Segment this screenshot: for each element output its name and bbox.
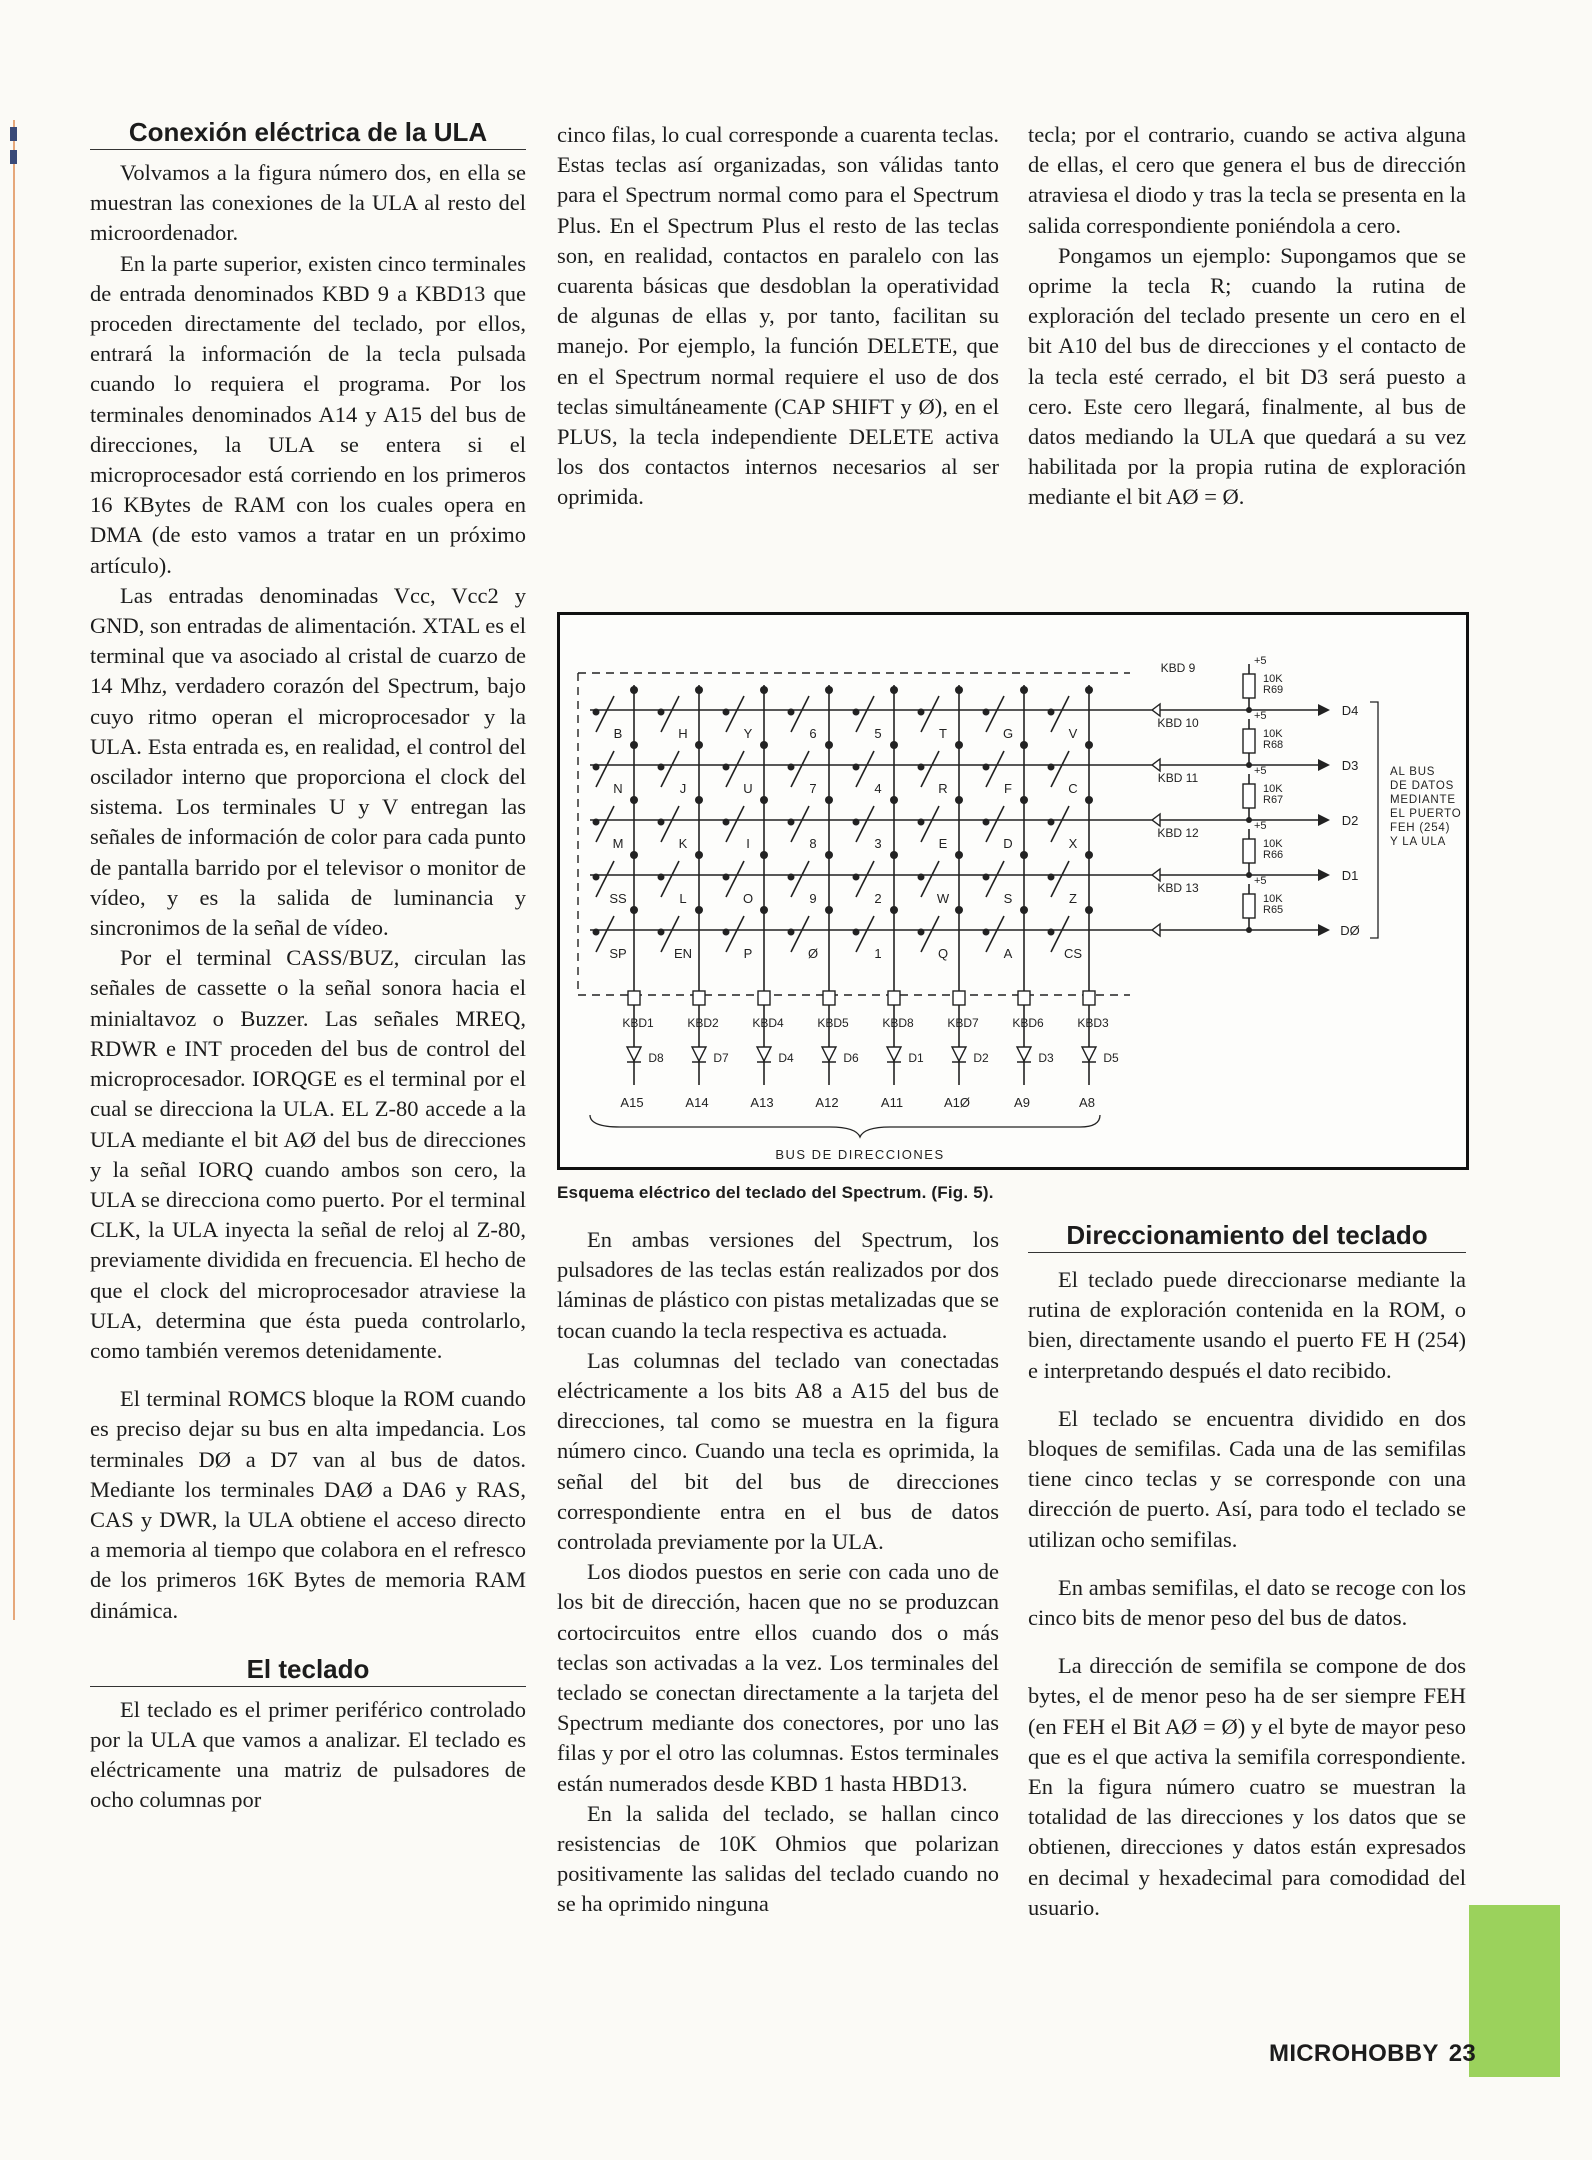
key-contact-dot — [1048, 764, 1055, 771]
key-contact-dot — [853, 764, 860, 771]
key-contact-dot — [695, 686, 703, 694]
key-contact-dot — [695, 906, 703, 914]
key-label: Y — [743, 726, 753, 741]
column-connector-label: KBD7 — [947, 1016, 979, 1030]
key-contact-dot — [630, 851, 638, 859]
junction-dot — [1246, 707, 1252, 713]
key-contact-dot — [955, 851, 963, 859]
pullup-resistor — [1243, 729, 1255, 753]
key-label: SS — [609, 891, 627, 906]
key-contact-dot — [955, 686, 963, 694]
key-label: 7 — [809, 781, 817, 796]
key-contact-dot — [890, 796, 898, 804]
key-contact-dot — [658, 819, 665, 826]
output-arrow — [1318, 704, 1330, 716]
key-contact-dot — [658, 874, 665, 881]
data-output-label: D4 — [1341, 703, 1359, 718]
key-contact-dot — [983, 709, 990, 716]
key-contact-dot — [593, 929, 600, 936]
paragraph: Las entradas denominadas Vcc, Vcc2 y GND, son entradas de alimentación. XTAL es el terminal que va asociado al cristal de cuarzo de 14 Mhz, verdadero corazón del Spectrum, bajo cuyo ritmo operan el microprocesador y la ULA. Esta entrada es, en realidad, el control del oscilador interno que proporciona el clock del sistema. Los terminales U y V entregan las señales de información de color para cada punto de pantalla barrido por el televisor o monitor de vídeo, y es la salida de luminancia y sincronimos de la señal de vídeo. — [90, 582, 526, 941]
column-2-bottom — [557, 1225, 999, 1920]
row-connector-label: KBD 11 — [1157, 771, 1199, 785]
key-contact-dot — [788, 819, 795, 826]
column-1 — [90, 115, 526, 1816]
resistor-label: R69 — [1263, 684, 1284, 696]
key-contact-dot — [593, 874, 600, 881]
diode-symbol — [757, 1047, 771, 1062]
column-3-bottom — [1028, 1265, 1466, 1923]
key-contact-dot — [723, 764, 730, 771]
data-output-label: D2 — [1341, 813, 1359, 828]
key-contact-dot — [695, 851, 703, 859]
green-page-tab — [1469, 1905, 1560, 2077]
key-label: 3 — [874, 836, 882, 851]
key-contact-dot — [825, 686, 833, 694]
key-contact-dot — [788, 764, 795, 771]
key-label: T — [939, 726, 947, 741]
key-contact-dot — [593, 764, 600, 771]
paragraph: La dirección de semifila se compone de dos bytes, el de menor peso ha de ser siempre FEH (en FEH el Bit AØ = Ø) y el byte de mayor peso que es el que activa la semifila correspondiente. En la figura número cuatro se muestran la totalidad de las direcciones y los datos que se obtienen, direcciones y datos están expresados en decimal y hexadecimal para comodidad del usuario. — [1028, 1653, 1466, 1920]
key-contact-dot — [1020, 741, 1028, 749]
key-label: N — [613, 781, 623, 796]
key-contact-dot — [918, 764, 925, 771]
paragraph: En ambas versiones del Spectrum, los pulsadores de las teclas están realizados por dos láminas de plástico con pistas metalizadas que se tocan cuando la tecla respectiva es actuada. — [557, 1227, 999, 1343]
row-connector-label: KBD 10 — [1157, 716, 1199, 730]
page-number: 23 — [1448, 2040, 1476, 2067]
key-contact-dot — [1048, 709, 1055, 716]
key-contact-dot — [1048, 929, 1055, 936]
junction-dot — [1246, 762, 1252, 768]
key-label: P — [743, 946, 753, 961]
magazine-name: MICROHOBBY — [1269, 2040, 1439, 2067]
supply-label: +5 — [1254, 820, 1267, 832]
junction-dot — [1246, 817, 1252, 823]
resistor-value: 10K — [1263, 893, 1283, 905]
key-contact-dot — [853, 819, 860, 826]
pullup-resistor — [1243, 839, 1255, 863]
key-contact-dot — [825, 796, 833, 804]
key-label: R — [938, 781, 948, 796]
paragraph: Volvamos a la figura número dos, en ella se muestran las conexiones de la ULA al resto del microordenador. — [90, 160, 526, 246]
key-contact-dot — [630, 796, 638, 804]
key-contact-dot — [1048, 819, 1055, 826]
row-connector — [1138, 869, 1160, 881]
key-contact-dot — [853, 929, 860, 936]
keyboard-schematic-figure — [557, 612, 1469, 1170]
row-connector — [1138, 924, 1160, 936]
key-label: 6 — [809, 726, 817, 741]
key-contact-dot — [630, 741, 638, 749]
key-contact-dot — [630, 906, 638, 914]
address-bit-label: A13 — [750, 1095, 774, 1110]
row-connector — [1138, 704, 1160, 716]
key-contact-dot — [983, 764, 990, 771]
key-contact-dot — [890, 851, 898, 859]
output-arrow — [1318, 869, 1330, 881]
paragraph: Pongamos un ejemplo: Supongamos que se oprime la tecla R; cuando la rutina de exploración del teclado presente un cero en el bit A10 del bus de direcciones y el contacto de la tecla esté cerrado, el bit D3 será puesto a cero. Este cero llegará, finalmente, al bus de datos mediando la ULA que quedará a su vez habilitada por la propia rutina de exploración mediante el bit AØ = Ø. — [1028, 242, 1466, 510]
key-contact-dot — [658, 929, 665, 936]
row-connector-label: KBD 9 — [1160, 661, 1196, 675]
key-label: Z — [1069, 891, 1077, 906]
row-connector — [1138, 814, 1160, 826]
row-connector — [1138, 759, 1160, 771]
key-contact-dot — [1048, 874, 1055, 881]
key-label: E — [938, 836, 948, 851]
resistor-label: R67 — [1263, 794, 1284, 806]
key-contact-dot — [760, 686, 768, 694]
key-contact-dot — [853, 709, 860, 716]
key-contact-dot — [658, 709, 665, 716]
key-label: F — [1004, 781, 1012, 796]
key-label: K — [678, 836, 688, 851]
key-contact-dot — [890, 686, 898, 694]
page-edge-line — [13, 120, 15, 1620]
key-contact-dot — [825, 906, 833, 914]
key-contact-dot — [788, 709, 795, 716]
key-contact-dot — [695, 796, 703, 804]
address-bit-label: A1Ø — [943, 1095, 971, 1110]
key-label: O — [742, 891, 754, 906]
address-bit-label: A15 — [620, 1095, 644, 1110]
key-contact-dot — [1020, 851, 1028, 859]
bus-label: BUS DE DIRECCIONES — [775, 1147, 945, 1162]
supply-label: +5 — [1254, 710, 1267, 722]
key-contact-dot — [723, 819, 730, 826]
diode-symbol — [1082, 1047, 1096, 1062]
resistor-value: 10K — [1263, 673, 1283, 685]
junction-dot — [1246, 872, 1252, 878]
supply-label: +5 — [1254, 875, 1267, 887]
key-contact-dot — [918, 819, 925, 826]
diode-label: D2 — [973, 1051, 989, 1065]
key-label: 8 — [809, 836, 817, 851]
key-label: SP — [609, 946, 627, 961]
column-connector-label: KBD4 — [752, 1016, 784, 1030]
key-contact-dot — [918, 929, 925, 936]
paragraph: En la salida del teclado, se hallan cinco resistencias de 10K Ohmios que polarizan positivamente las salidas del teclado cuando no se ha oprimido ninguna — [557, 1800, 999, 1917]
key-label: Q — [937, 946, 949, 961]
diode-symbol — [952, 1047, 966, 1062]
key-contact-dot — [1085, 741, 1093, 749]
output-arrow — [1318, 814, 1330, 826]
key-label: W — [936, 891, 950, 906]
page-edge-mark — [10, 127, 17, 141]
key-contact-dot — [853, 874, 860, 881]
key-contact-dot — [890, 906, 898, 914]
paragraph: tecla; por el contrario, cuando se activa alguna de ellas, el cero que genera el bus de dirección atraviesa el diodo y tras la tecla se presenta en la salida correspondiente poniéndola a cero. — [1028, 122, 1466, 238]
key-label: EN — [673, 946, 693, 961]
data-output-label: DØ — [1340, 923, 1360, 938]
address-bit-label: A9 — [1014, 1095, 1030, 1110]
key-contact-dot — [983, 819, 990, 826]
key-contact-dot — [1085, 796, 1093, 804]
key-contact-dot — [788, 874, 795, 881]
key-contact-dot — [825, 851, 833, 859]
key-label: G — [1002, 726, 1014, 741]
figure-caption: Esquema eléctrico del teclado del Spectrum. (Fig. 5). — [557, 1183, 994, 1202]
key-label: I — [746, 836, 750, 851]
column-connector — [888, 991, 900, 1005]
key-contact-dot — [695, 741, 703, 749]
column-connector — [693, 991, 705, 1005]
key-label: L — [679, 891, 687, 906]
key-label: Ø — [807, 946, 819, 961]
column-connector-label: KBD5 — [817, 1016, 849, 1030]
paragraph: Los diodos puestos en serie con cada uno de los bit de dirección, hacen que no se produzcan cortocircuitos entre ellos cuando dos o más teclas son activadas a la vez. Los terminales del teclado se conectan directamente a la tarjeta del Spectrum mediante dos conectores, por uno las filas y por el otro las columnas. Estos terminales están numerados desde KBD 1 hasta HBD13. — [557, 1559, 999, 1796]
output-arrow — [1318, 759, 1330, 771]
diode-symbol — [887, 1047, 901, 1062]
column-3-top — [1028, 120, 1466, 513]
key-contact-dot — [593, 819, 600, 826]
side-note-line: AL BUS — [1390, 766, 1436, 778]
key-label: CS — [1063, 946, 1083, 961]
diode-label: D4 — [778, 1051, 794, 1065]
paragraph: Por el terminal CASS/BUZ, circulan las señales de cassette o la señal sonora hacia el minialtavoz o Buzzer. Las señales MREQ, RDWR e INT proceden del bus de control del microprocesador. IORQGE es el terminal por el cual se direcciona la ULA. EL Z-80 accede a la ULA mediante el bit AØ del bus de direcciones y la señal IORQ cuando ambos son cero, la ULA se direcciona como puerto. Por el terminal CLK, la ULA inyecta la señal de reloj al Z-80, previamente dividida en frecuencia. El hecho de que el clock del microprocesador atraviese la ULA, determina que ésta pueda controlarlo, como también veremos detenidamente. — [90, 945, 526, 1363]
column-connector-label: KBD1 — [622, 1016, 654, 1030]
junction-dot — [1246, 927, 1252, 933]
side-note-line: Y LA ULA — [1390, 836, 1447, 848]
bus-brace — [590, 1115, 1100, 1137]
key-contact-dot — [825, 741, 833, 749]
key-label: S — [1003, 891, 1013, 906]
diode-label: D1 — [908, 1051, 924, 1065]
paragraph: El teclado es el primer periférico controlado por la ULA que vamos a analizar. El teclado es eléctricamente una matriz de pulsadores de ocho columnas por — [90, 1696, 526, 1813]
key-label: 5 — [874, 726, 882, 741]
key-contact-dot — [1020, 906, 1028, 914]
column-connector-label: KBD3 — [1077, 1016, 1109, 1030]
paragraph: En ambas semifilas, el dato se recoge con los cinco bits de menor peso del bus de datos. — [1028, 1574, 1466, 1631]
diode-label: D7 — [713, 1051, 729, 1065]
key-label: D — [1003, 836, 1013, 851]
output-bracket — [1370, 702, 1378, 938]
frame-line — [578, 673, 1130, 995]
row-connector-label: KBD 12 — [1157, 826, 1199, 840]
key-label: V — [1068, 726, 1078, 741]
address-bit-label: A14 — [685, 1095, 709, 1110]
key-label: A — [1003, 946, 1013, 961]
key-label: B — [613, 726, 623, 741]
key-contact-dot — [760, 741, 768, 749]
key-contact-dot — [955, 796, 963, 804]
data-output-label: D3 — [1341, 758, 1359, 773]
diode-label: D5 — [1103, 1051, 1119, 1065]
resistor-value: 10K — [1263, 728, 1283, 740]
resistor-value: 10K — [1263, 783, 1283, 795]
resistor-label: R68 — [1263, 739, 1284, 751]
diode-symbol — [627, 1047, 641, 1062]
side-note-line: DE DATOS — [1390, 780, 1455, 792]
key-contact-dot — [955, 741, 963, 749]
column-connector — [758, 991, 770, 1005]
diode-label: D8 — [648, 1051, 664, 1065]
key-contact-dot — [983, 929, 990, 936]
address-bit-label: A12 — [815, 1095, 839, 1110]
side-note-line: FEH (254) — [1390, 822, 1451, 834]
paragraph: El teclado se encuentra dividido en dos bloques de semifilas. Cada una de las semifilas tiene cinco teclas y se corresponde con una dirección de puerto. Así, para todo el teclado se utilizan ocho semifilas. — [1028, 1405, 1466, 1552]
key-contact-dot — [723, 709, 730, 716]
pullup-resistor — [1243, 784, 1255, 808]
page-edge-mark — [10, 150, 17, 164]
key-label: 1 — [874, 946, 882, 961]
row-connector-label: KBD 13 — [1157, 881, 1199, 895]
column-connector — [953, 991, 965, 1005]
key-contact-dot — [983, 874, 990, 881]
column-connector — [1083, 991, 1095, 1005]
column-connector-label: KBD2 — [687, 1016, 719, 1030]
column-connector — [1018, 991, 1030, 1005]
supply-label: +5 — [1254, 655, 1267, 667]
pullup-resistor — [1243, 894, 1255, 918]
keyboard-schematic — [560, 615, 1466, 1167]
diode-symbol — [822, 1047, 836, 1062]
paragraph: En la parte superior, existen cinco terminales de entrada denominados KBD 9 a KBD13 que proceden directamente del teclado, por ellos, entrará la información de la tecla pulsada cuando lo requiera el programa. Por los terminales denominados A14 y A15 del bus de direcciones, la ULA se entera si el microprocesador está corriendo en los primeros 16 KBytes de RAM con los cuales opera en DMA (de esto vamos a tratar en un próximo artículo). — [90, 250, 526, 578]
key-label: J — [679, 781, 687, 796]
side-note-line: MEDIANTE — [1390, 794, 1456, 806]
resistor-value: 10K — [1263, 838, 1283, 850]
key-label: U — [743, 781, 753, 796]
address-bit-label: A8 — [1079, 1095, 1095, 1110]
column-connector — [823, 991, 835, 1005]
key-label: M — [612, 836, 624, 851]
page-footer — [1269, 2040, 1476, 2068]
data-output-label: D1 — [1341, 868, 1359, 883]
side-note-line: EL PUERTO — [1390, 808, 1462, 820]
key-contact-dot — [760, 796, 768, 804]
pullup-resistor — [1243, 674, 1255, 698]
key-contact-dot — [1020, 686, 1028, 694]
column-connector — [628, 991, 640, 1005]
column-connector-label: KBD6 — [1012, 1016, 1044, 1030]
key-contact-dot — [918, 709, 925, 716]
key-contact-dot — [630, 686, 638, 694]
key-label: 4 — [874, 781, 882, 796]
key-contact-dot — [890, 741, 898, 749]
paragraph: El teclado puede direccionarse mediante la rutina de exploración contenida en la ROM, o bien, directamente usando el puerto FE H (254) e interpretando después el dato recibido. — [1028, 1267, 1466, 1383]
key-label: 9 — [809, 891, 817, 906]
key-contact-dot — [1085, 686, 1093, 694]
key-contact-dot — [723, 929, 730, 936]
heading-teclado: El teclado — [90, 1652, 526, 1687]
key-label: X — [1068, 836, 1078, 851]
key-label: 2 — [874, 891, 882, 906]
diode-label: D6 — [843, 1051, 859, 1065]
key-contact-dot — [1085, 851, 1093, 859]
diode-label: D3 — [1038, 1051, 1054, 1065]
key-contact-dot — [658, 764, 665, 771]
column-2-top — [557, 120, 999, 513]
resistor-label: R66 — [1263, 849, 1284, 861]
key-label: C — [1068, 781, 1078, 796]
key-contact-dot — [918, 874, 925, 881]
paragraph: El terminal ROMCS bloque la ROM cuando es preciso dejar su bus en alta impedancia. Los terminales DØ a D7 van al bus de datos. Mediante los terminales DAØ a DA6 y RAS, CAS y DWR, la ULA obtiene el acceso directo a memoria al tiempo que colabora en el refresco de los primeros 16K Bytes de memoria RAM dinámica. — [90, 1386, 526, 1623]
heading-direccionamiento: Direccionamiento del teclado — [1028, 1218, 1466, 1253]
diode-symbol — [692, 1047, 706, 1062]
heading-conexion: Conexión eléctrica de la ULA — [90, 115, 526, 150]
column-connector-label: KBD8 — [882, 1016, 914, 1030]
output-arrow — [1318, 924, 1330, 936]
address-bit-label: A11 — [880, 1095, 904, 1110]
key-contact-dot — [760, 851, 768, 859]
key-contact-dot — [1085, 906, 1093, 914]
key-contact-dot — [788, 929, 795, 936]
key-contact-dot — [723, 874, 730, 881]
resistor-label: R65 — [1263, 904, 1284, 916]
key-label: H — [678, 726, 688, 741]
key-contact-dot — [1020, 796, 1028, 804]
diode-symbol — [1017, 1047, 1031, 1062]
key-contact-dot — [955, 906, 963, 914]
paragraph: Las columnas del teclado van conectadas eléctricamente a los bits A8 a A15 del bus de direcciones, tal como se muestra en la figura número cinco. Cuando una tecla es oprimida, la señal del bit del bus de direcciones correspondiente entra en el bus de datos controlada previamente por la ULA. — [557, 1347, 999, 1555]
paragraph: cinco filas, lo cual corresponde a cuarenta teclas. Estas teclas así organizadas, son válidas tanto para el Spectrum normal como para el Spectrum Plus. En el Spectrum Plus el resto de las teclas son, en realidad, contactos en paralelo con las cuarenta básicas que desdoblan la operatividad de algunas de ellas y, por tanto, facilitan su manejo. Por ejemplo, la función DELETE, que en el Spectrum normal requiere el uso de dos teclas simultáneamente (CAP SHIFT y Ø), en el PLUS, la tecla independiente DELETE activa los dos contactos internos necesarios al ser oprimida. — [557, 122, 999, 510]
key-contact-dot — [760, 906, 768, 914]
supply-label: +5 — [1254, 765, 1267, 777]
key-contact-dot — [593, 709, 600, 716]
